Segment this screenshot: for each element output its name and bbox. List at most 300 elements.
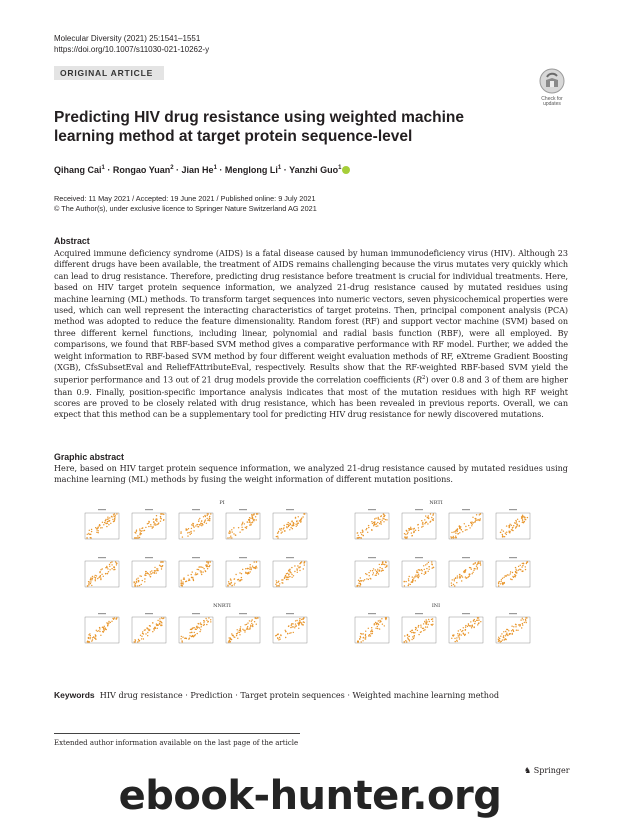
scatter-point (379, 523, 380, 524)
scatter-title-mark (509, 557, 517, 558)
scatter-point (142, 631, 143, 632)
scatter-title-mark (462, 613, 470, 614)
scatter-point (465, 529, 466, 530)
scatter-point (468, 525, 469, 526)
scatter-point (464, 571, 465, 572)
scatter-title-mark (98, 557, 106, 558)
author-name[interactable]: Jian He$^1$ (181, 165, 217, 175)
scatter-point (291, 574, 292, 575)
scatter-point (379, 519, 380, 520)
scatter-point (249, 519, 250, 520)
scatter-point (291, 623, 292, 624)
scatter-point (188, 528, 189, 529)
scatter-point (520, 619, 521, 620)
scatter-point (384, 625, 385, 626)
scatter-point (286, 527, 287, 528)
scatter-point (134, 641, 135, 642)
scatter-point (409, 528, 410, 529)
scatter-point (360, 577, 361, 578)
scatter-point (199, 631, 200, 632)
scatter-point (474, 568, 475, 569)
scatter-point (113, 521, 114, 522)
scatter-point (209, 516, 210, 517)
scatter-point (114, 518, 115, 519)
scatter-point (301, 624, 302, 625)
author-affiliation-mark: 2 (170, 165, 174, 171)
scatter-point (251, 515, 252, 516)
scatter-point (452, 579, 453, 580)
scatter-point (461, 634, 462, 635)
scatter-point (512, 633, 513, 634)
scatter-point (206, 564, 207, 565)
scatter-point (431, 517, 432, 518)
scatter-point (472, 517, 473, 518)
scatter-point (228, 641, 229, 642)
scatter-point (469, 575, 470, 576)
scatter-point (517, 519, 518, 520)
scatter-point (100, 569, 101, 570)
scatter-point (295, 623, 296, 624)
scatter-point (382, 624, 383, 625)
scatter-point (237, 638, 238, 639)
footnote: Extended author information available on the last page of the article (54, 739, 299, 747)
scatter-point (465, 526, 466, 527)
scatter-point (195, 574, 196, 575)
scatter-point (235, 535, 236, 536)
scatter-point (293, 575, 294, 576)
scatter-point (464, 635, 465, 636)
scatter-point (381, 515, 382, 516)
scatter-point (302, 619, 303, 620)
scatter-point (357, 532, 358, 533)
scatter-point (251, 621, 252, 622)
scatter-point (201, 566, 202, 567)
scatter-point (98, 530, 99, 531)
scatter-point (525, 566, 526, 567)
scatter-point (136, 579, 137, 580)
scatter-point (303, 568, 304, 569)
scatter-point (95, 580, 96, 581)
scatter-point (87, 641, 88, 642)
scatter-thumbnail (132, 613, 166, 643)
scatter-point (181, 580, 182, 581)
scatter-point (503, 637, 504, 638)
scatter-point (203, 625, 204, 626)
scatter-point (426, 619, 427, 620)
scatter-point (134, 584, 135, 585)
scatter-point (99, 631, 100, 632)
scatter-point (364, 579, 365, 580)
scatter-point (501, 633, 502, 634)
scatter-point (106, 622, 107, 623)
scatter-point (295, 620, 296, 621)
scatter-point (250, 518, 251, 519)
scatter-title-mark (415, 509, 423, 510)
scatter-point (428, 571, 429, 572)
scatter-point (107, 523, 108, 524)
scatter-point (278, 633, 279, 634)
scatter-point (518, 566, 519, 567)
group-label-nrti: NRTI (429, 500, 443, 506)
scatter-point (189, 632, 190, 633)
scatter-point (180, 533, 181, 534)
article-title: Predicting HIV drug resistance using weighted machine learning method at target protein sequence-level (54, 109, 464, 145)
scatter-point (256, 561, 257, 562)
graphic-abstract-figure (80, 495, 542, 675)
scatter-point (102, 631, 103, 632)
scatter-point (208, 617, 209, 618)
scatter-point (381, 568, 382, 569)
scatter-point (155, 520, 156, 521)
scatter-point (365, 636, 366, 637)
scatter-point (105, 567, 106, 568)
scatter-point (255, 516, 256, 517)
scatter-point (510, 633, 511, 634)
abstract-body (54, 248, 568, 421)
scatter-point (465, 576, 466, 577)
scatter-point (368, 572, 369, 573)
scatter-point (110, 523, 111, 524)
scatter-point (425, 626, 426, 627)
abstract-heading: Abstract (54, 236, 90, 246)
scatter-point (474, 619, 475, 620)
scatter-point (293, 626, 294, 627)
scatter-point (289, 576, 290, 577)
scatter-point (455, 641, 456, 642)
scatter-point (457, 529, 458, 530)
scatter-thumbnail (449, 557, 483, 587)
watermark: ebook-hunter.org (118, 773, 502, 819)
scatter-point (91, 640, 92, 641)
scatter-point (296, 620, 297, 621)
scatter-point (478, 623, 479, 624)
scatter-point (513, 525, 514, 526)
scatter-point (288, 526, 289, 527)
scatter-point (190, 629, 191, 630)
scatter-point (461, 580, 462, 581)
scatter-point (206, 523, 207, 524)
scatter-point (451, 585, 452, 586)
scatter-point (293, 525, 294, 526)
scatter-point (249, 517, 250, 518)
scatter-point (383, 564, 384, 565)
scatter-point (256, 567, 257, 568)
scatter-point (92, 576, 93, 577)
scatter-point (432, 568, 433, 569)
scatter-point (514, 522, 515, 523)
scatter-point (426, 563, 427, 564)
scatter-point (479, 514, 480, 515)
scatter-point (241, 579, 242, 580)
scatter-point (208, 621, 209, 622)
scatter-point (302, 516, 303, 517)
scatter-point (516, 570, 517, 571)
scatter-point (459, 577, 460, 578)
scatter-point (244, 630, 245, 631)
scatter-point (100, 578, 101, 579)
scatter-point (229, 583, 230, 584)
scatter-point (102, 522, 103, 523)
scatter-point (298, 516, 299, 517)
scatter-point (101, 527, 102, 528)
scatter-point (506, 575, 507, 576)
graphic-abstract-heading: Graphic abstract (54, 452, 124, 462)
scatter-point (163, 520, 164, 521)
scatter-point (110, 622, 111, 623)
scatter-point (231, 537, 232, 538)
scatter-point (196, 524, 197, 525)
scatter-point (412, 581, 413, 582)
scatter-point (209, 520, 210, 521)
scatter-point (304, 561, 305, 562)
scatter-point (368, 579, 369, 580)
scatter-point (151, 573, 152, 574)
scatter-point (514, 574, 515, 575)
scatter-point (503, 635, 504, 636)
scatter-point (433, 518, 434, 519)
scatter-point (188, 580, 189, 581)
scatter-point (409, 576, 410, 577)
scatter-point (291, 625, 292, 626)
scatter-point (424, 569, 425, 570)
author-name[interactable]: Yanzhi Guo$^1$ (289, 165, 342, 175)
scatter-point (359, 537, 360, 538)
scatter-point (455, 531, 456, 532)
scatter-point (475, 562, 476, 563)
scatter-point (180, 638, 181, 639)
scatter-point (202, 571, 203, 572)
scatter-point (404, 635, 405, 636)
scatter-point (100, 575, 101, 576)
scatter-point (382, 561, 383, 562)
scatter-point (286, 579, 287, 580)
scatter-point (201, 525, 202, 526)
scatter-point (298, 628, 299, 629)
scatter-point (425, 522, 426, 523)
scatter-point (522, 571, 523, 572)
scatter-point (378, 573, 379, 574)
scatter-point (90, 579, 91, 580)
scatter-point (519, 569, 520, 570)
scatter-frame (449, 561, 483, 587)
scatter-point (358, 580, 359, 581)
scatter-point (95, 579, 96, 580)
scatter-point (471, 525, 472, 526)
scatter-point (459, 526, 460, 527)
scatter-point (239, 634, 240, 635)
doi-link[interactable]: https://doi.org/10.1007/s11030-021-10262-y (54, 45, 210, 54)
scatter-point (505, 635, 506, 636)
scatter-point (527, 561, 528, 562)
scatter-point (500, 532, 501, 533)
scatter-point (408, 583, 409, 584)
scatter-point (96, 532, 97, 533)
orcid-icon[interactable] (342, 166, 350, 174)
scatter-point (418, 575, 419, 576)
scatter-point (498, 637, 499, 638)
scatter-point (280, 529, 281, 530)
scatter-point (282, 582, 283, 583)
scatter-point (427, 523, 428, 524)
scatter-point (193, 636, 194, 637)
scatter-point (191, 632, 192, 633)
scatter-point (521, 566, 522, 567)
scatter-point (474, 626, 475, 627)
scatter-point (201, 626, 202, 627)
scatter-point (405, 581, 406, 582)
scatter-point (515, 571, 516, 572)
scatter-point (369, 575, 370, 576)
scatter-point (148, 526, 149, 527)
scatter-point (116, 617, 117, 618)
scatter-point (107, 624, 108, 625)
scatter-point (504, 582, 505, 583)
scatter-point (458, 635, 459, 636)
scatter-point (92, 637, 93, 638)
scatter-point (371, 529, 372, 530)
scatter-point (414, 576, 415, 577)
scatter-point (241, 527, 242, 528)
scatter-point (379, 564, 380, 565)
scatter-point (199, 627, 200, 628)
scatter-point (114, 617, 115, 618)
scatter-point (150, 571, 151, 572)
history-dates: Received: 11 May 2021 / Accepted: 19 June 2021 / Published online: 9 July 2021 (54, 194, 316, 203)
scatter-thumbnail (355, 613, 389, 643)
scatter-point (368, 628, 369, 629)
springer-horse-icon: ♞ (524, 766, 532, 775)
scatter-point (477, 568, 478, 569)
scatter-point (408, 639, 409, 640)
scatter-point (252, 518, 253, 519)
scatter-point (515, 624, 516, 625)
scatter-point (428, 515, 429, 516)
scatter-point (156, 521, 157, 522)
scatter-point (507, 629, 508, 630)
scatter-point (251, 623, 252, 624)
scatter-point (468, 632, 469, 633)
scatter-point (201, 520, 202, 521)
scatter-point (374, 523, 375, 524)
scatter-point (478, 617, 479, 618)
scatter-point (288, 570, 289, 571)
scatter-point (159, 618, 160, 619)
scatter-point (376, 575, 377, 576)
scatter-point (525, 619, 526, 620)
scatter-point (358, 537, 359, 538)
scatter-point (250, 626, 251, 627)
scatter-point (192, 628, 193, 629)
scatter-frame (273, 513, 307, 539)
scatter-point (105, 520, 106, 521)
scatter-point (154, 573, 155, 574)
check-for-updates-button[interactable] (536, 68, 568, 108)
scatter-point (153, 521, 154, 522)
scatter-point (229, 531, 230, 532)
scatter-point (513, 631, 514, 632)
scatter-point (203, 622, 204, 623)
scatter-point (515, 523, 516, 524)
scatter-point (377, 525, 378, 526)
scatter-point (150, 526, 151, 527)
scatter-point (156, 623, 157, 624)
scatter-point (412, 579, 413, 580)
scatter-point (152, 526, 153, 527)
scatter-point (424, 523, 425, 524)
copyright-line: © The Author(s), under exclusive licence to Springer Nature Switzerland AG 2021 (54, 204, 317, 213)
scatter-point (414, 635, 415, 636)
scatter-point (375, 518, 376, 519)
scatter-point (234, 578, 235, 579)
scatter-point (91, 529, 92, 530)
scatter-point (201, 571, 202, 572)
scatter-point (205, 571, 206, 572)
scatter-point (461, 575, 462, 576)
scatter-point (186, 581, 187, 582)
scatter-point (200, 629, 201, 630)
scatter-point (181, 585, 182, 586)
scatter-point (197, 633, 198, 634)
scatter-point (504, 638, 505, 639)
scatter-point (294, 565, 295, 566)
scatter-point (249, 620, 250, 621)
scatter-point (370, 570, 371, 571)
scatter-point (291, 567, 292, 568)
scatter-point (251, 522, 252, 523)
scatter-point (207, 568, 208, 569)
scatter-point (427, 626, 428, 627)
scatter-point (386, 519, 387, 520)
scatter-point (377, 570, 378, 571)
scatter-point (229, 537, 230, 538)
scatter-point (144, 578, 145, 579)
scatter-point (276, 582, 277, 583)
scatter-point (429, 521, 430, 522)
scatter-point (516, 572, 517, 573)
scatter-point (148, 629, 149, 630)
scatter-point (249, 627, 250, 628)
scatter-point (201, 523, 202, 524)
scatter-point (144, 575, 145, 576)
scatter-point (252, 626, 253, 627)
scatter-point (289, 525, 290, 526)
scatter-point (241, 524, 242, 525)
scatter-thumbnail (402, 509, 436, 539)
scatter-point (480, 518, 481, 519)
scatter-point (466, 577, 467, 578)
scatter-point (426, 568, 427, 569)
scatter-point (205, 618, 206, 619)
scatter-point (413, 577, 414, 578)
scatter-point (414, 632, 415, 633)
scatter-point (285, 637, 286, 638)
scatter-point (109, 520, 110, 521)
author-name[interactable]: Qihang Cai$^1$ (54, 165, 105, 175)
scatter-point (423, 630, 424, 631)
author-name[interactable]: Menglong Li$^1$ (224, 165, 282, 175)
scatter-point (279, 639, 280, 640)
scatter-point (202, 567, 203, 568)
scatter-point (480, 621, 481, 622)
scatter-point (277, 537, 278, 538)
scatter-point (478, 563, 479, 564)
scatter-point (187, 532, 188, 533)
author-name[interactable]: Rongao Yuan$^2$ (112, 165, 174, 175)
scatter-point (208, 513, 209, 514)
scatter-title-mark (239, 557, 247, 558)
scatter-point (296, 625, 297, 626)
scatter-point (527, 517, 528, 518)
